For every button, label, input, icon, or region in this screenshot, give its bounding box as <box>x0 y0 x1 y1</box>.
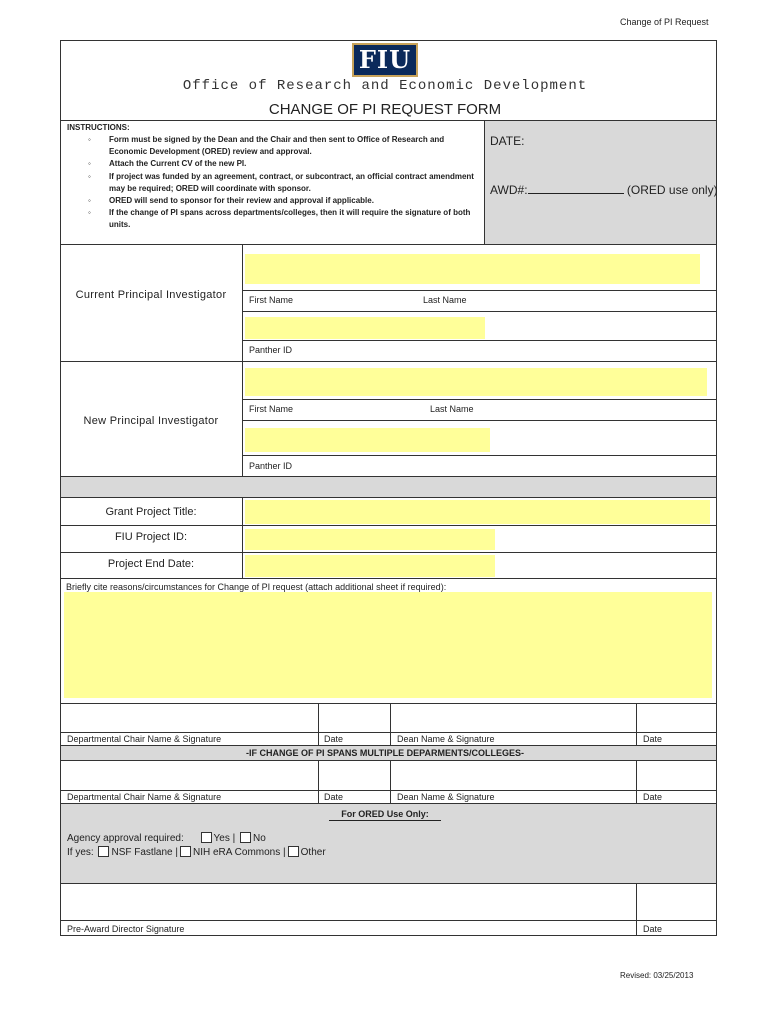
dean-date-label-2: Date <box>643 792 663 802</box>
reasons-label: Briefly cite reasons/circumstances for Change of PI request (attach additional sheet if required): <box>66 582 447 592</box>
instructions-heading: INSTRUCTIONS: <box>67 123 130 132</box>
date-label: DATE: <box>490 134 525 148</box>
project-id-label: FIU Project ID: <box>114 531 188 543</box>
instruction-item: ◦ ORED will send to sponsor for their review and approval if applicable. <box>88 196 374 206</box>
agency-approval-row: Agency approval required: Yes | No <box>67 833 266 844</box>
director-date-label: Date <box>643 924 663 934</box>
current-first-name-label: First Name <box>249 295 294 305</box>
current-last-name-label: Last Name <box>423 295 467 305</box>
page-header-text: Change of PI Request <box>620 17 709 27</box>
instruction-item: ◦ If project was funded by an agreement, contract, or subcontract, an official contract amendment may be required; ORED will coordinate with sponsor. <box>88 171 474 193</box>
other-checkbox[interactable] <box>288 846 299 857</box>
project-end-date-label: Project End Date: <box>107 558 195 570</box>
no-checkbox[interactable] <box>240 832 251 843</box>
fiu-logo: FIU <box>352 43 418 77</box>
instruction-item: ◦ Attach the Current CV of the new PI. <box>88 159 247 169</box>
form-title: CHANGE OF PI REQUEST FORM <box>268 101 502 118</box>
project-end-date-input[interactable] <box>245 555 495 577</box>
awd-field[interactable]: AWD#: (ORED use only) <box>490 183 718 197</box>
office-name: Office of Research and Economic Development <box>182 78 588 94</box>
current-panther-id-label: Panther ID <box>249 345 293 355</box>
section-divider <box>61 477 716 497</box>
grant-title-input[interactable] <box>245 500 710 524</box>
instruction-item: ◦ If the change of PI spans across departments/colleges, then it will require the signature of both units. <box>88 208 471 230</box>
chair-signature-field-2[interactable] <box>61 761 318 790</box>
dean-signature-field-2[interactable] <box>391 761 636 790</box>
chair-signature-label: Departmental Chair Name & Signature <box>67 734 222 744</box>
chair-date-label: Date <box>324 734 344 744</box>
agency-type-row: If yes: NSF Fastlane | NIH eRA Commons | Other <box>67 847 326 858</box>
instruction-item: ◦ Form must be signed by the Dean and the Chair and then sent to Office of Research and Economic Development (ORED) review and approval. <box>88 135 445 157</box>
new-panther-id-input[interactable] <box>245 428 490 452</box>
new-panther-id-label: Panther ID <box>249 461 293 471</box>
nih-checkbox[interactable] <box>180 846 191 857</box>
new-first-name-label: First Name <box>249 404 294 414</box>
dean-signature-label-2: Dean Name & Signature <box>397 792 495 802</box>
director-signature-label: Pre-Award Director Signature <box>67 924 185 934</box>
director-signature-field[interactable] <box>61 884 636 920</box>
new-pi-label: New Principal Investigator <box>83 415 219 427</box>
current-panther-id-input[interactable] <box>245 317 485 339</box>
project-id-input[interactable] <box>245 529 495 550</box>
chair-signature-field[interactable] <box>61 704 318 732</box>
nsf-checkbox[interactable] <box>98 846 109 857</box>
new-pi-name-input[interactable] <box>245 368 707 396</box>
chair-signature-label-2: Departmental Chair Name & Signature <box>67 792 222 802</box>
dean-date-label: Date <box>643 734 663 744</box>
dean-signature-field[interactable] <box>391 704 636 732</box>
new-last-name-label: Last Name <box>430 404 474 414</box>
current-pi-label: Current Principal Investigator <box>75 289 227 301</box>
dean-signature-label: Dean Name & Signature <box>397 734 495 744</box>
reasons-textarea[interactable] <box>64 592 712 698</box>
instructions-list <box>88 134 478 232</box>
revised-date: Revised: 03/25/2013 <box>620 971 694 980</box>
multi-dept-heading: -IF CHANGE OF PI SPANS MULTIPLE DEPARMENTS/COLLEGES- <box>245 748 524 758</box>
chair-date-label-2: Date <box>324 792 344 802</box>
ored-heading: For ORED Use Only: <box>0 809 770 821</box>
current-pi-name-input[interactable] <box>245 254 700 284</box>
grant-title-label: Grant Project Title: <box>105 506 197 518</box>
yes-checkbox[interactable] <box>201 832 212 843</box>
